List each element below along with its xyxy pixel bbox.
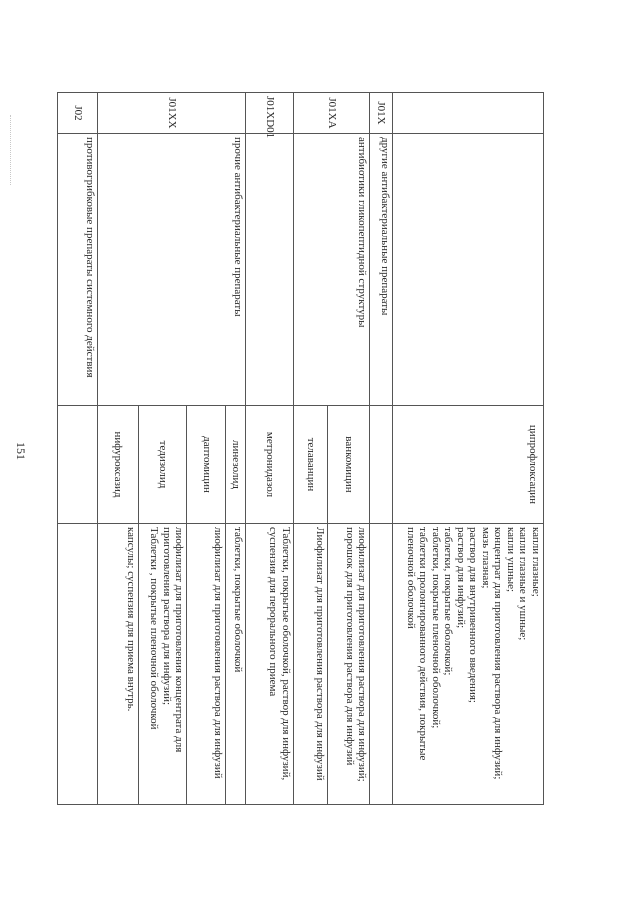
dosage-forms-telavancin: Лиофилизат для приготовления раствора для инфузий xyxy=(293,524,328,805)
atc-code-j01xd01: J01XD01 xyxy=(246,93,293,134)
code-cell-empty xyxy=(392,93,543,134)
dosage-forms-tedizolid: лиофилизат для приготовления концентрата для приготовления раствора для инфузий; Таблетки , покрытые пленочной оболочкой xyxy=(139,524,187,805)
forms-cell-empty xyxy=(370,524,392,805)
inn-cell-empty xyxy=(370,406,392,524)
table-row xyxy=(246,93,293,805)
atc-code-j01xa: J01XA xyxy=(293,93,370,134)
table-row xyxy=(58,93,98,805)
table-row xyxy=(226,93,246,805)
dosage-forms-daptomycin: лиофилизат для приготовления раствора для инфузий xyxy=(187,524,226,805)
dosage-forms-metronidazole: Таблетки, покрытые оболочкой, раствор для инфузий, суспензия для перорального приема xyxy=(246,524,293,805)
group-name-j01xx: прочие антибактериальные препараты xyxy=(98,134,246,406)
group-name-j02: противогрибковые препараты системного действия xyxy=(58,134,98,406)
inn-cell-empty xyxy=(58,406,98,524)
dosage-forms-vancomycin: лиофилизат для приготовления раствора для инфузий; порошок для приготовления раствора для инфузий xyxy=(328,524,370,805)
atc-code-j01xx: J01XX xyxy=(98,93,246,134)
inn-cell-metronidazole: метронидазол xyxy=(246,406,293,524)
table-row xyxy=(392,93,543,805)
group-cell-empty xyxy=(246,134,293,406)
page-number: 151 xyxy=(14,442,28,460)
dosage-forms-linezolid: таблетки, покрытые оболочкой xyxy=(226,524,246,805)
dosage-forms-ciprofloxacin: капли глазные; капли глазные и ушные; капли ушные; концентрат для приготовления раствора для инфузий; мазь глазная; раствор для внутривенного введения; раствор для инфузий; таблетки, покрытые оболочкой; таблетки, покрытые пленочной оболочкой; таблетки пролонгированного действия, покрытые пленочной оболочкой xyxy=(392,524,543,805)
forms-cell-empty xyxy=(58,524,98,805)
inn-cell-daptomycin: даптомицин xyxy=(187,406,226,524)
inn-cell-vancomycin: ванкомицин xyxy=(328,406,370,524)
table-row xyxy=(370,93,392,805)
atc-code-j02: J02 xyxy=(58,93,98,134)
atc-code-j01x: J01X xyxy=(370,93,392,134)
inn-cell-telavancin: телаванцин xyxy=(293,406,328,524)
dosage-forms-nifuroxazide: капсулы; суспензия для приема внутрь. xyxy=(98,524,139,805)
drug-classification-table xyxy=(57,92,544,805)
group-cell-empty xyxy=(392,134,543,406)
table-row xyxy=(328,93,370,805)
inn-cell-nifuroxazide: нифуроксазид xyxy=(98,406,139,524)
group-name-j01x: другие антибактериальные препараты xyxy=(370,134,392,406)
inn-cell-tedizolid: тедизолид xyxy=(139,406,187,524)
group-name-j01xa: антибиотики гликопептидной структуры xyxy=(293,134,370,406)
inn-cell-linezolid: линезолид xyxy=(226,406,246,524)
inn-cell-ciprofloxacin: ципрофлоксацин xyxy=(392,406,543,524)
